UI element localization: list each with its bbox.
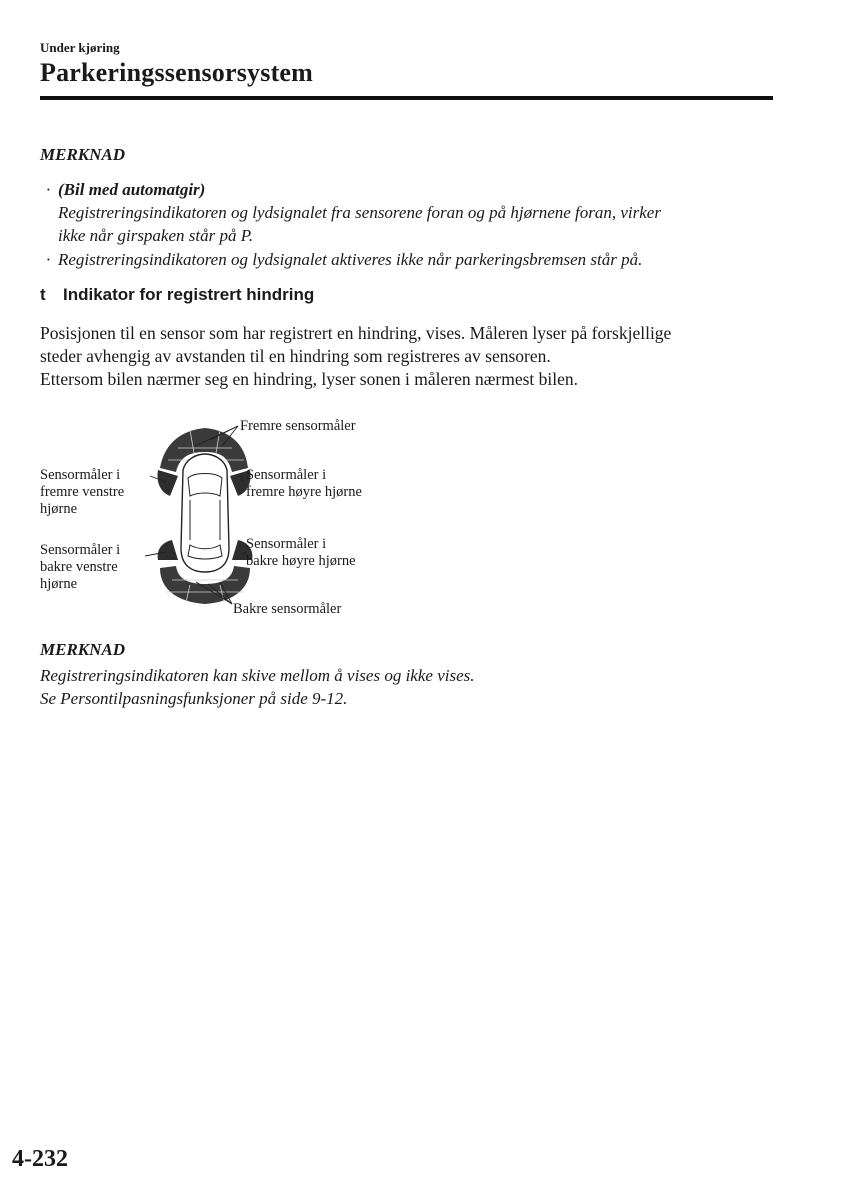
body-line: Posisjonen til en sensor som har registrert en hindring, vises. Måleren lyser på forskjellige [40, 323, 672, 343]
label-line: fremre høyre hjørne [246, 484, 362, 500]
page-title: Parkeringssensorsystem [40, 58, 314, 87]
car-outline [181, 454, 229, 572]
label-rear-left-corner [40, 542, 120, 593]
note-bullet-title: (Bil med automatgir) [58, 180, 206, 199]
subsection-title: Indikator for registrert hindring [63, 285, 315, 304]
note-bullet-text-line: Registreringsindikatoren og lydsignalet fra sensorene foran og på hjørnene foran, virker [58, 203, 661, 222]
label-line: fremre venstre [40, 484, 125, 500]
note-text-line: Registreringsindikatoren kan skive mellom å vises og ikke vises. [40, 666, 475, 685]
label-line: bakre høyre hjørne [246, 553, 356, 569]
label-front-right-corner [246, 467, 362, 501]
page-number: 4-232 [12, 1146, 68, 1172]
note-text-line: Se Persontilpasningsfunksjoner på side 9-12. [40, 689, 348, 708]
label-line: Sensormåler i [40, 542, 121, 558]
note-text [40, 664, 475, 710]
note-heading: MERKNAD [40, 145, 126, 164]
note-heading: MERKNAD [40, 640, 126, 659]
body-line: steder avhengig av avstanden til en hindring som registreres av sensoren. [40, 346, 551, 366]
label-rear-sensor: Bakre sensormåler [233, 601, 342, 617]
label-line: bakre venstre [40, 559, 118, 575]
label-line: Sensormåler i [40, 467, 121, 483]
note-bullet-text-line: ikke når girspaken står på P. [58, 226, 254, 245]
label-front-left-corner [40, 467, 124, 518]
label-line: hjørne [40, 501, 78, 517]
bullet-dot: · [46, 250, 51, 269]
label-line: Sensormåler i [246, 536, 327, 552]
label-line: Sensormåler i [246, 467, 327, 483]
bullet-dot: · [46, 180, 51, 199]
subsection-marker: t [40, 285, 46, 304]
section-label: Under kjøring [40, 40, 120, 55]
label-line: hjørne [40, 576, 78, 592]
note-bullet-text-line: Registreringsindikatoren og lydsignalet aktiveres ikke når parkeringsbremsen står på. [58, 250, 643, 269]
body-line: Ettersom bilen nærmer seg en hindring, lyser sonen i måleren nærmest bilen. [40, 369, 579, 389]
label-rear-right-corner [246, 536, 356, 570]
label-front-sensor: Fremre sensormåler [240, 418, 356, 434]
